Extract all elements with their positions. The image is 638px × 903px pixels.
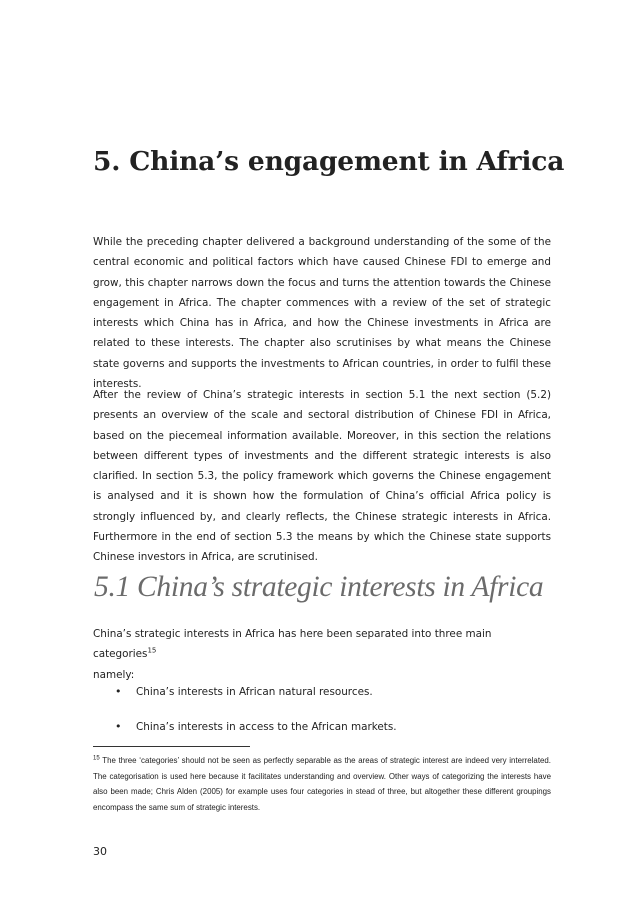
chapter-title: 5. China’s engagement in Africa xyxy=(93,146,565,177)
list-item xyxy=(93,682,551,717)
footnote-number: 15 xyxy=(93,755,100,762)
intro-paragraph: While the preceding chapter delivered a background understanding of the some of the central economic and political factors which have caused Chinese FDI to emerge and grow, this chapter narrows down the focus and turns the attention towards the Chinese engagement in Africa. The chapter commences with a review of the set of strategic interests which China has in Africa, and how the Chinese investments in Africa are related to these interests. The chapter also scrutinises by what means the Chinese state governs and supports the investments to African countries, in order to fulfil these interests. xyxy=(93,236,551,391)
list-item-text: China’s interests in access to the African markets. xyxy=(136,721,397,733)
footnote-reference[interactable]: 15 xyxy=(147,646,157,655)
section-intro-end: namely: xyxy=(93,668,135,681)
interest-list xyxy=(93,682,551,752)
section-intro-paragraph xyxy=(93,624,551,685)
bullet-icon: • xyxy=(115,685,122,698)
bullet-icon: • xyxy=(115,720,122,733)
section-title: 5.1 China’s strategic interests in Africa xyxy=(94,571,544,603)
page-number: 30 xyxy=(93,845,107,858)
section-intro-text: China’s strategic interests in Africa has here been separated into three main categories xyxy=(93,628,492,661)
footnote-text: The three ‘categories’ should not be seen as perfectly separable as the areas of strategic interest are indeed very interrelated. The categorisation is used here because it facilitates understanding and overview. Other ways of categorizing the interests have also been made; Chris Alden (2005) for example uses four categories in stead of three, but altogether these different groupings encompass the same sum of strategic interests. xyxy=(93,756,551,812)
list-item-text: China’s interests in African natural resources. xyxy=(136,686,373,698)
overview-paragraph: After the review of China’s strategic interests in section 5.1 the next section (5.2) presents an overview of the scale and sectoral distribution of Chinese FDI in Africa, based on the piecemeal information available. Moreover, in this section the relations between different types of investments and the different strategic interests is also clarified. In section 5.3, the policy framework which governs the Chinese engagement is analysed and it is shown how the formulation of China’s official Africa policy is strongly influenced by, and clearly reflects, the Chinese strategic interests in Africa. Furthermore in the end of section 5.3 the means by which the Chinese state supports Chinese investors in Africa, are scrutinised. xyxy=(93,389,551,564)
footnote xyxy=(93,753,551,815)
footnote-divider xyxy=(93,746,250,747)
